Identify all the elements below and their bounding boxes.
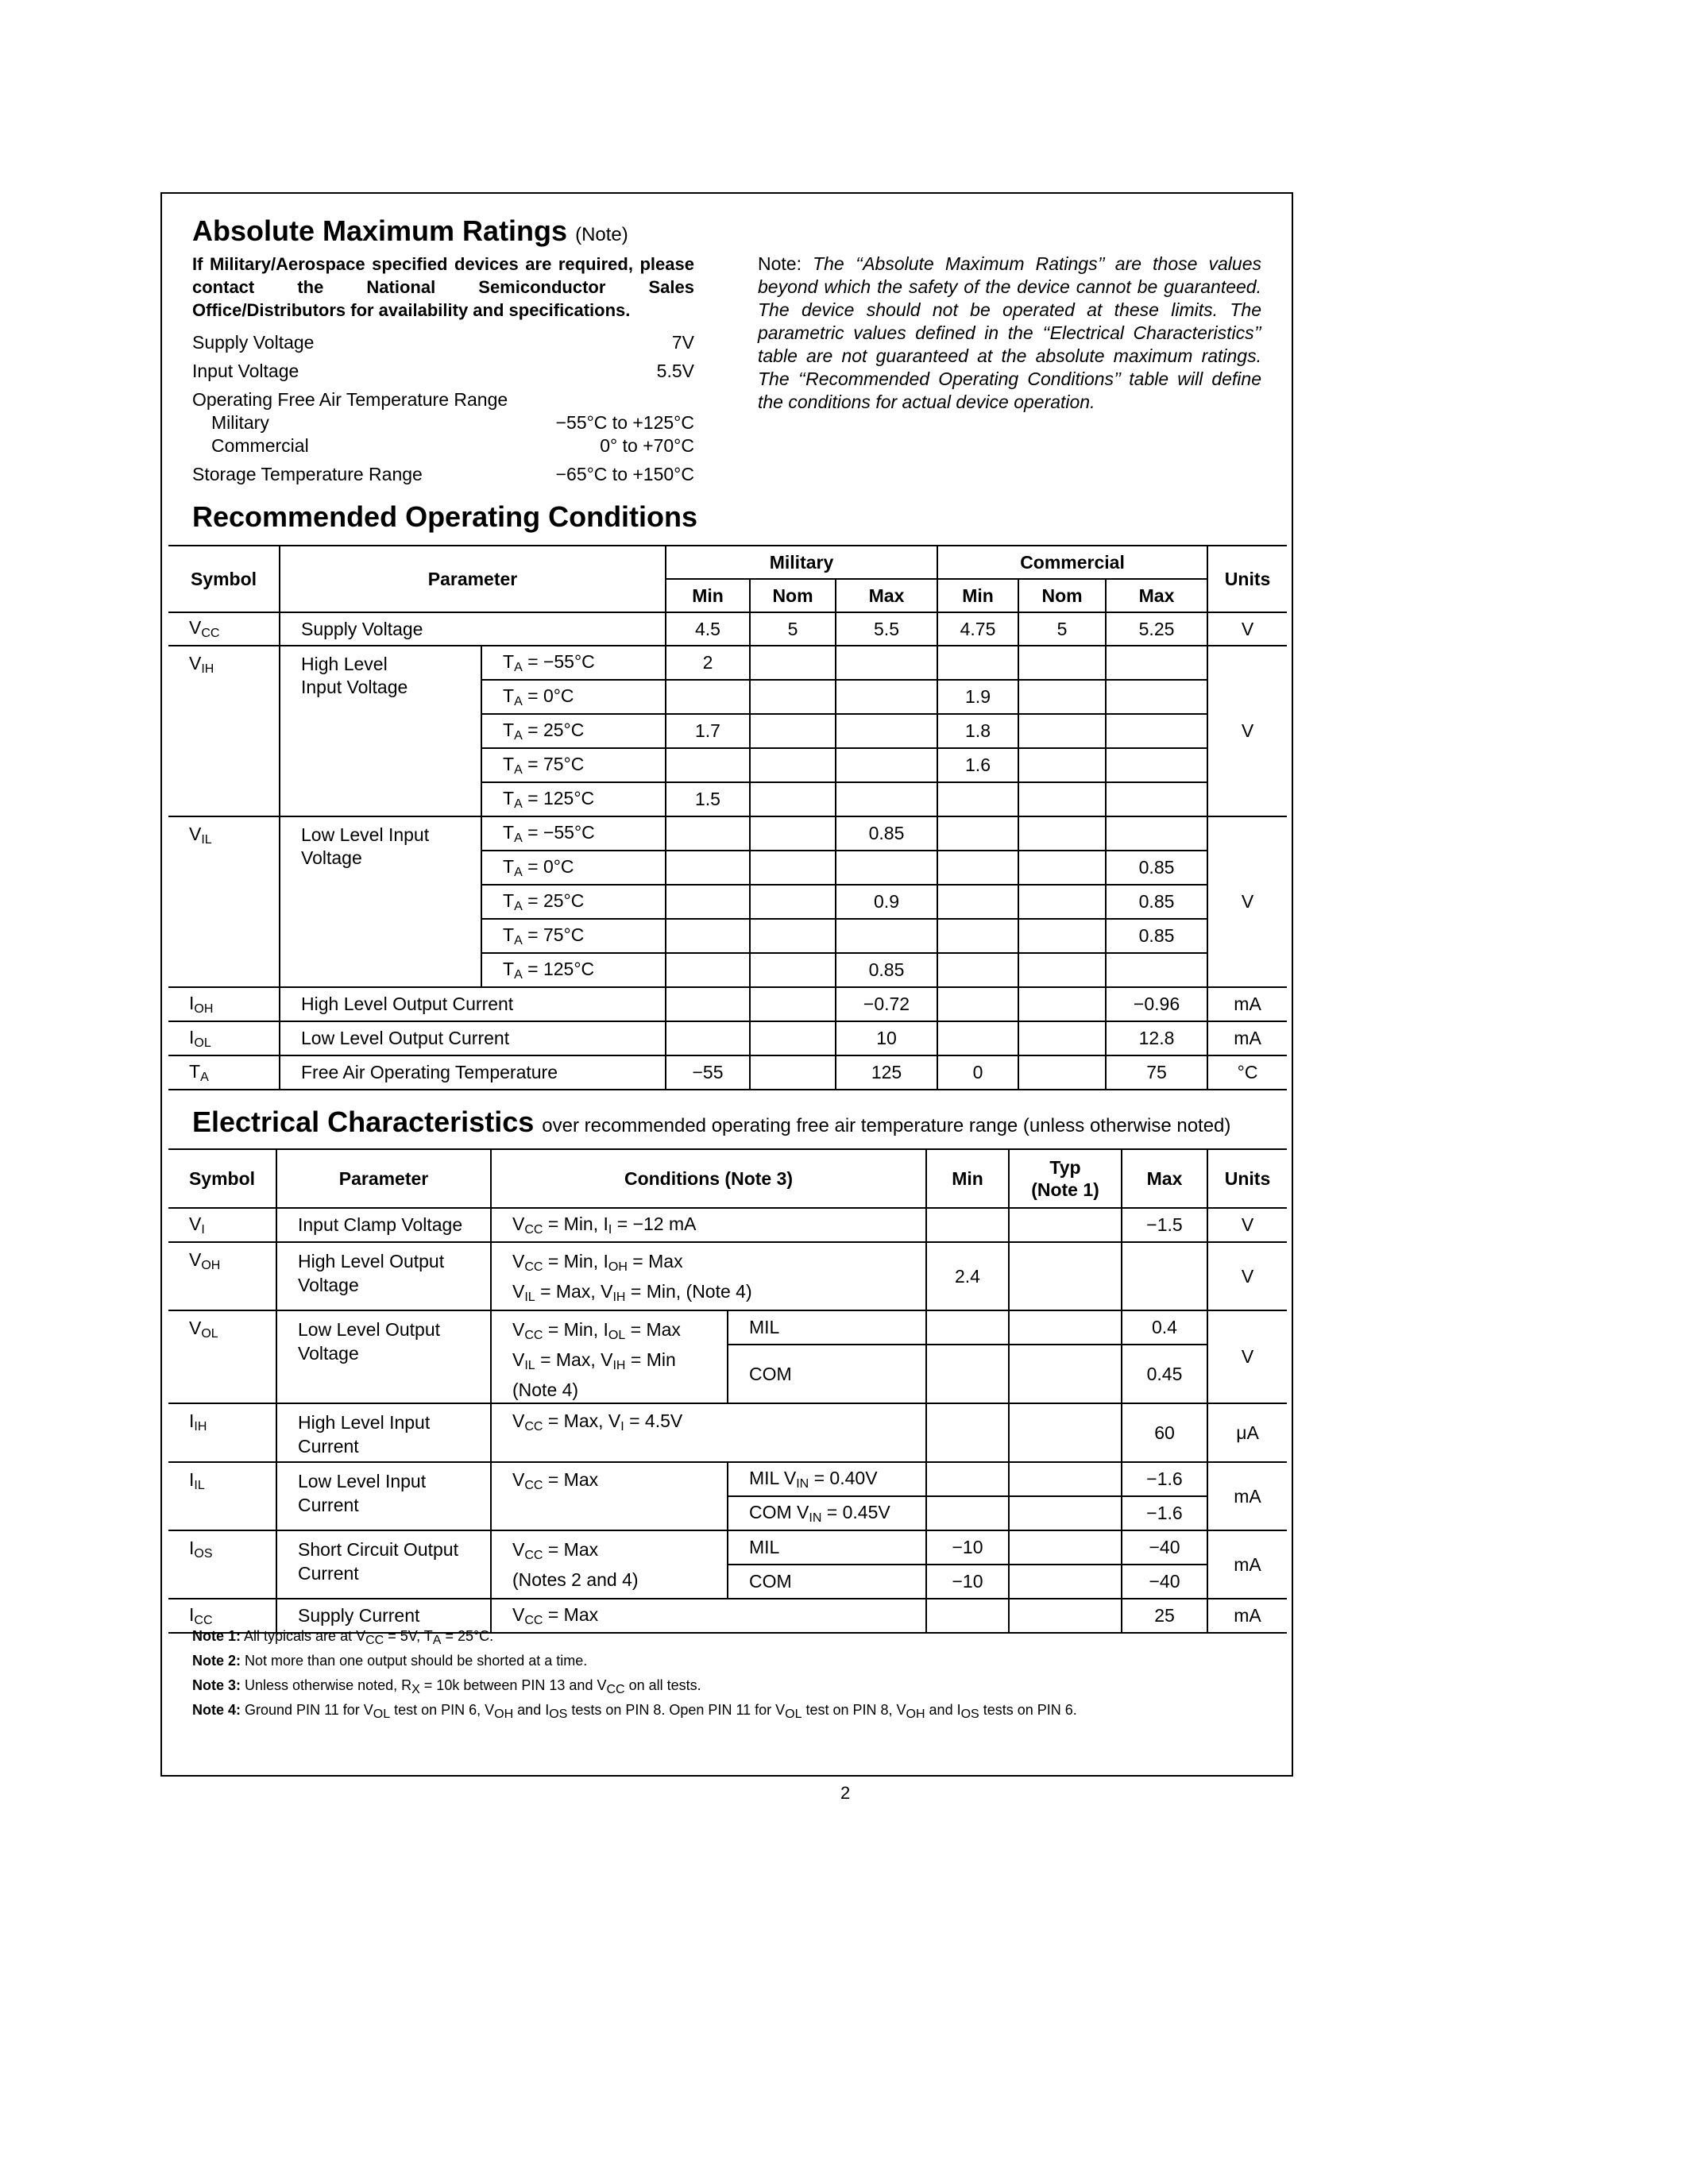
value [1106,953,1207,987]
typ [1009,1599,1122,1633]
min [926,1208,1009,1242]
value [666,680,750,714]
value [937,987,1018,1021]
page-number: 2 [840,1783,851,1803]
note-3: Note 3: Unless otherwise noted, $R_X = 10k$ between PIN 13 and $V_{CC}$ on all tests. [192,1677,701,1696]
max: −40 [1122,1530,1207,1565]
value: 0.85 [836,953,937,987]
condition-mil: MIL [728,1530,926,1565]
value [666,987,750,1021]
amr-input-voltage: Input Voltage 5.5V [192,361,694,381]
value [1018,816,1106,851]
amr-commercial: Commercial 0° to +70°C [211,435,694,456]
value [1018,680,1106,714]
value [750,919,836,953]
value [836,919,937,953]
value [1106,748,1207,782]
value [750,1021,836,1055]
roc-header-nom: Nom [1018,579,1106,612]
symbol: $V_I$ [168,1208,276,1242]
value [1018,748,1106,782]
ec-header-typ: Typ (Note 1) [1009,1149,1122,1208]
symbol: $I_{CC}$ [168,1599,276,1633]
value: 4.5 [666,612,750,646]
roc-header-commercial: Commercial [937,546,1207,579]
roc-header-min: Min [666,579,750,612]
parameter: Supply Current [276,1599,491,1633]
condition-mil: MIL $V_{IN} = 0.40V$ [728,1462,926,1496]
roc-row-iol [168,1021,1287,1055]
min [926,1403,1009,1462]
condition: $V_{CC}$ = Min, $I_I = -12$ mA [491,1208,926,1242]
value [937,953,1018,987]
parameter: Low Level Input Current [276,1462,491,1530]
unit: mA [1207,1462,1287,1530]
note-2: Note 2: Not more than one output should be shorted at a time. [192,1653,588,1669]
condition: $V_{CC}$ = Max (Notes 2 and 4) [491,1530,728,1599]
symbol: $V_{CC}$ [168,612,280,646]
min [926,1496,1009,1530]
condition: $T_A = -55^\circ C$ [481,816,666,851]
roc-header-symbol: Symbol [168,546,280,612]
value [937,1021,1018,1055]
value [937,646,1018,680]
condition: $T_A = 75^\circ C$ [481,919,666,953]
condition: $T_A = 25^\circ C$ [481,714,666,748]
symbol: $I_{IL}$ [168,1462,276,1530]
amr-note: Note: The ‘‘Absolute Maximum Ratings’’ are those values beyond which the safety of the device cannot be guaranteed. The device should not be operated at these limits. The parametric values defined in the ‘‘Electrical Characteristics’’ table are not guaranteed at the absolute maximum ratings. The ‘‘Recommended Operating Conditions’’ table will define the conditions for actual device operation. [758,253,1261,412]
value [750,782,836,816]
max: 25 [1122,1599,1207,1633]
value [1018,714,1106,748]
condition: $V_{CC}$ = Min, $I_{OH}$ = Max $V_{IL}$ = Max, $V_{IH}$ = Min, (Note 4) [491,1242,926,1310]
value [836,748,937,782]
roc-table [168,545,1287,1090]
ec-header-parameter: Parameter [276,1149,491,1208]
roc-header-nom: Nom [750,579,836,612]
parameter: Free Air Operating Temperature [280,1055,666,1090]
parameter: Supply Voltage [280,612,666,646]
unit: V [1207,1208,1287,1242]
ec-title: Electrical Characteristics over recommended operating free air temperature range (unless otherwise noted) [192,1106,1231,1138]
ec-row-iih [168,1403,1287,1462]
value: 10 [836,1021,937,1055]
unit: V [1207,1242,1287,1310]
value [666,953,750,987]
min [926,1599,1009,1633]
parameter: Low Level Output Current [280,1021,666,1055]
note-4: Note 4: Ground PIN 11 for $V_{OL}$ test on PIN 6, $V_{OH}$ and $I_{OS}$ tests on PIN 8. Open PIN 11 for $V_{OL}$ test on PIN 8, $V_{OH}$ and $I_{OS}$ tests on PIN 6. [192,1702,1077,1721]
max: −40 [1122,1565,1207,1599]
unit: °C [1207,1055,1287,1090]
roc-header-units: Units [1207,546,1287,612]
parameter: Low Level Output Voltage [276,1310,491,1403]
unit: mA [1207,1021,1287,1055]
condition: $V_{CC}$ = Max [491,1599,926,1633]
parameter: Input Clamp Voltage [276,1208,491,1242]
ec-row-iil [168,1462,1287,1496]
value [750,680,836,714]
typ [1009,1310,1122,1345]
value [750,851,836,885]
condition: $V_{CC}$ = Max, $V_I = 4.5V$ [491,1403,926,1462]
value [750,1055,836,1090]
unit: V [1207,646,1287,816]
unit: mA [1207,1599,1287,1633]
value: 1.8 [937,714,1018,748]
ec-header-min: Min [926,1149,1009,1208]
roc-header-military: Military [666,546,937,579]
value [1018,1055,1106,1090]
value [1018,646,1106,680]
value [937,851,1018,885]
roc-row-vih [168,646,1287,680]
value [750,646,836,680]
parameter: High Level Input Current [276,1403,491,1462]
roc-header-min: Min [937,579,1018,612]
max: −1.5 [1122,1208,1207,1242]
value: 5 [750,612,836,646]
value: −0.96 [1106,987,1207,1021]
ec-row-vol [168,1310,1287,1345]
value [1018,782,1106,816]
value [1106,782,1207,816]
value: 1.5 [666,782,750,816]
ec-header-symbol: Symbol [168,1149,276,1208]
value [750,987,836,1021]
value [937,919,1018,953]
condition: $V_{CC}$ = Max [491,1462,728,1530]
roc-row-ta [168,1055,1287,1090]
ec-row-ios [168,1530,1287,1565]
value [666,885,750,919]
typ [1009,1345,1122,1403]
note-1: Note 1: All typicals are at $V_{CC} = 5V$, $T_A = 25^\circ C$. [192,1628,494,1647]
min: 2.4 [926,1242,1009,1310]
ec-header-units: Units [1207,1149,1287,1208]
value: 5.25 [1106,612,1207,646]
condition: $T_A = 25^\circ C$ [481,885,666,919]
value: 12.8 [1106,1021,1207,1055]
value [666,1021,750,1055]
value [836,680,937,714]
value [750,885,836,919]
roc-row-vcc [168,612,1287,646]
max: −1.6 [1122,1462,1207,1496]
amr-supply-voltage: Supply Voltage 7V [192,332,694,353]
condition-com: COM [728,1345,926,1403]
value [1106,714,1207,748]
value [750,953,836,987]
value [666,851,750,885]
ec-row-voh [168,1242,1287,1310]
condition: $T_A = 0^\circ C$ [481,851,666,885]
value [836,851,937,885]
condition: $T_A = 125^\circ C$ [481,953,666,987]
roc-header-parameter: Parameter [280,546,666,612]
unit: V [1207,1310,1287,1403]
value [1018,953,1106,987]
symbol: $V_{OH}$ [168,1242,276,1310]
value: 0.85 [1106,885,1207,919]
condition: $T_A = 0^\circ C$ [481,680,666,714]
value: 0.85 [1106,919,1207,953]
value [937,816,1018,851]
typ [1009,1496,1122,1530]
roc-header-max: Max [836,579,937,612]
symbol: $V_{IH}$ [168,646,280,816]
roc-row-ioh [168,987,1287,1021]
roc-row-vil [168,816,1287,851]
amr-title: Absolute Maximum Ratings (Note) [192,214,628,247]
value [666,816,750,851]
max [1122,1242,1207,1310]
parameter: High Level Output Current [280,987,666,1021]
roc-title: Recommended Operating Conditions [192,500,698,533]
value [1018,1021,1106,1055]
condition: $V_{CC}$ = Min, $I_{OL}$ = Max $V_{IL}$ = Max, $V_{IH}$ = Min (Note 4) [491,1310,728,1403]
typ [1009,1208,1122,1242]
value: 0.9 [836,885,937,919]
value [1106,816,1207,851]
typ [1009,1242,1122,1310]
unit: mA [1207,987,1287,1021]
min [926,1310,1009,1345]
value [937,885,1018,919]
value: 2 [666,646,750,680]
amr-operating-temp: Operating Free Air Temperature Range [192,389,508,410]
symbol: $V_{OL}$ [168,1310,276,1403]
min [926,1345,1009,1403]
unit: mA [1207,1530,1287,1599]
min [926,1462,1009,1496]
unit: V [1207,612,1287,646]
max: 0.45 [1122,1345,1207,1403]
ec-header-max: Max [1122,1149,1207,1208]
value [836,782,937,816]
value: 0 [937,1055,1018,1090]
value [666,919,750,953]
ec-row-vi [168,1208,1287,1242]
condition: $T_A = 125^\circ C$ [481,782,666,816]
value: −55 [666,1055,750,1090]
value: 125 [836,1055,937,1090]
value: 5.5 [836,612,937,646]
typ [1009,1403,1122,1462]
condition-com: COM $V_{IN} = 0.45V$ [728,1496,926,1530]
value: −0.72 [836,987,937,1021]
value: 1.6 [937,748,1018,782]
value [750,816,836,851]
condition-mil: MIL [728,1310,926,1345]
value [1106,646,1207,680]
value [750,748,836,782]
amr-warning: If Military/Aerospace specified devices are required, please contact the National Semiconductor Sales Office/Distributors for availability and specifications. [192,254,694,320]
symbol: $I_{OH}$ [168,987,280,1021]
amr-military: Military −55°C to +125°C [211,412,694,433]
ec-table [168,1148,1287,1634]
value: 0.85 [1106,851,1207,885]
parameter: Low Level Input Voltage [280,816,481,987]
ec-header-conditions: Conditions (Note 3) [491,1149,926,1208]
roc-header-max: Max [1106,579,1207,612]
value: 0.85 [836,816,937,851]
value: 5 [1018,612,1106,646]
value [1018,919,1106,953]
value [666,748,750,782]
symbol: $I_{OS}$ [168,1530,276,1599]
condition: $T_A = 75^\circ C$ [481,748,666,782]
value: 1.9 [937,680,1018,714]
max: 0.4 [1122,1310,1207,1345]
value [1106,680,1207,714]
condition: $T_A = -55^\circ C$ [481,646,666,680]
symbol: $I_{OL}$ [168,1021,280,1055]
max: 60 [1122,1403,1207,1462]
amr-storage-temp: Storage Temperature Range −65°C to +150°C [192,464,694,484]
value: 75 [1106,1055,1207,1090]
unit: V [1207,816,1287,987]
max: −1.6 [1122,1496,1207,1530]
parameter: High Level Output Voltage [276,1242,491,1310]
typ [1009,1530,1122,1565]
symbol: $T_A$ [168,1055,280,1090]
value [1018,885,1106,919]
value [836,714,937,748]
value [750,714,836,748]
value [836,646,937,680]
value [937,782,1018,816]
typ [1009,1462,1122,1496]
value [1018,987,1106,1021]
typ [1009,1565,1122,1599]
parameter: High Level Input Voltage [280,646,481,816]
value: 4.75 [937,612,1018,646]
unit: μA [1207,1403,1287,1462]
min: −10 [926,1530,1009,1565]
symbol: $V_{IL}$ [168,816,280,987]
symbol: $I_{IH}$ [168,1403,276,1462]
parameter: Short Circuit Output Current [276,1530,491,1599]
condition-com: COM [728,1565,926,1599]
value [1018,851,1106,885]
value: 1.7 [666,714,750,748]
min: −10 [926,1565,1009,1599]
